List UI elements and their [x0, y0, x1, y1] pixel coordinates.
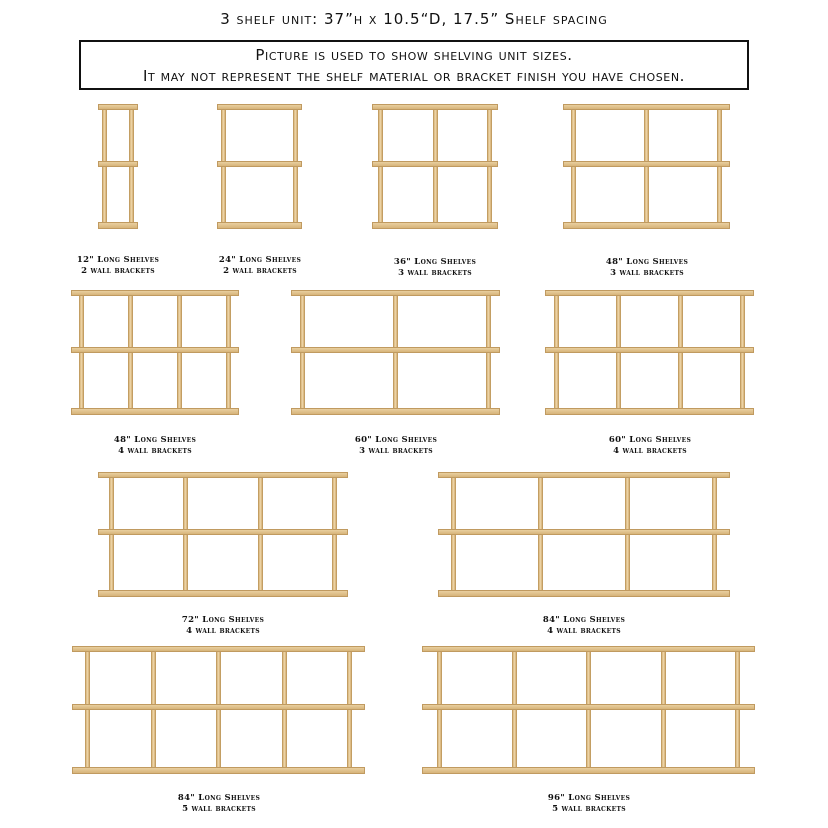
- shelf-unit: [98, 104, 138, 229]
- page-title: 3 shelf unit: 37”h x 10.5“D, 17.5” Shelf spacing: [220, 10, 608, 28]
- bracket-count-label: 2 wall brackets: [223, 266, 297, 276]
- bracket-count-label: 4 wall brackets: [186, 626, 260, 636]
- unit-caption: [316, 435, 476, 457]
- shelf-unit: [98, 472, 348, 597]
- bottom-shelf: [438, 590, 730, 597]
- top-shelf: [372, 104, 498, 110]
- shelf-unit: [563, 104, 730, 229]
- bracket-count-label: 4 wall brackets: [613, 446, 687, 456]
- shelf-unit: [372, 104, 498, 229]
- shelf-unit: [72, 646, 365, 774]
- middle-shelf: [98, 529, 348, 535]
- shelf-length-label: 84" Long Shelves: [177, 793, 261, 803]
- middle-shelf: [98, 161, 138, 167]
- shelf-unit: [545, 290, 754, 415]
- bottom-shelf: [72, 767, 365, 774]
- shelf-length-label: 48" Long Shelves: [113, 435, 197, 445]
- shelf-length-label: 12" Long Shelves: [76, 255, 160, 265]
- top-shelf: [98, 104, 138, 110]
- shelf-length-label: 36" Long Shelves: [393, 257, 477, 267]
- shelf-length-label: 84" Long Shelves: [542, 615, 626, 625]
- unit-caption: [570, 435, 730, 457]
- unit-caption: [355, 257, 515, 279]
- bottom-shelf: [291, 408, 500, 415]
- shelf-length-label: 48" Long Shelves: [605, 257, 689, 267]
- middle-shelf: [438, 529, 730, 535]
- top-shelf: [71, 290, 239, 296]
- disclaimer-line-1: Picture is used to show shelving unit sizes.: [255, 46, 573, 64]
- top-shelf: [217, 104, 302, 110]
- top-shelf: [98, 472, 348, 478]
- unit-caption: [180, 255, 340, 277]
- shelf-length-label: 72" Long Shelves: [181, 615, 265, 625]
- shelf-unit: [438, 472, 730, 597]
- unit-caption: [139, 793, 299, 815]
- shelf-length-label: 96" Long Shelves: [547, 793, 631, 803]
- unit-caption: [143, 615, 303, 637]
- bracket-count-label: 5 wall brackets: [552, 804, 626, 814]
- middle-shelf: [563, 161, 730, 167]
- middle-shelf: [71, 347, 239, 353]
- bracket-count-label: 3 wall brackets: [610, 268, 684, 278]
- unit-caption: [567, 257, 727, 279]
- top-shelf: [545, 290, 754, 296]
- bottom-shelf: [372, 222, 498, 229]
- bracket-count-label: 5 wall brackets: [182, 804, 256, 814]
- bottom-shelf: [217, 222, 302, 229]
- bottom-shelf: [563, 222, 730, 229]
- shelf-unit: [71, 290, 239, 415]
- bottom-shelf: [71, 408, 239, 415]
- middle-shelf: [422, 704, 755, 710]
- middle-shelf: [72, 704, 365, 710]
- bottom-shelf: [545, 408, 754, 415]
- unit-caption: [75, 435, 235, 457]
- unit-caption: [504, 615, 664, 637]
- shelf-length-label: 24" Long Shelves: [218, 255, 302, 265]
- bottom-shelf: [98, 590, 348, 597]
- middle-shelf: [372, 161, 498, 167]
- top-shelf: [291, 290, 500, 296]
- shelf-unit: [217, 104, 302, 229]
- unit-caption: [38, 255, 198, 277]
- shelf-length-label: 60" Long Shelves: [608, 435, 692, 445]
- top-shelf: [422, 646, 755, 652]
- middle-shelf: [545, 347, 754, 353]
- disclaimer-box: [79, 40, 749, 90]
- top-shelf: [72, 646, 365, 652]
- top-shelf: [563, 104, 730, 110]
- unit-caption: [509, 793, 669, 815]
- bracket-count-label: 3 wall brackets: [359, 446, 433, 456]
- top-shelf: [438, 472, 730, 478]
- bracket-count-label: 2 wall brackets: [81, 266, 155, 276]
- middle-shelf: [291, 347, 500, 353]
- shelf-unit: [422, 646, 755, 774]
- bracket-count-label: 3 wall brackets: [398, 268, 472, 278]
- disclaimer-line-2: It may not represent the shelf material or bracket finish you have chosen.: [142, 67, 686, 85]
- bracket-count-label: 4 wall brackets: [118, 446, 192, 456]
- bracket-count-label: 4 wall brackets: [547, 626, 621, 636]
- shelf-length-label: 60" Long Shelves: [354, 435, 438, 445]
- shelf-unit: [291, 290, 500, 415]
- bottom-shelf: [98, 222, 138, 229]
- middle-shelf: [217, 161, 302, 167]
- bottom-shelf: [422, 767, 755, 774]
